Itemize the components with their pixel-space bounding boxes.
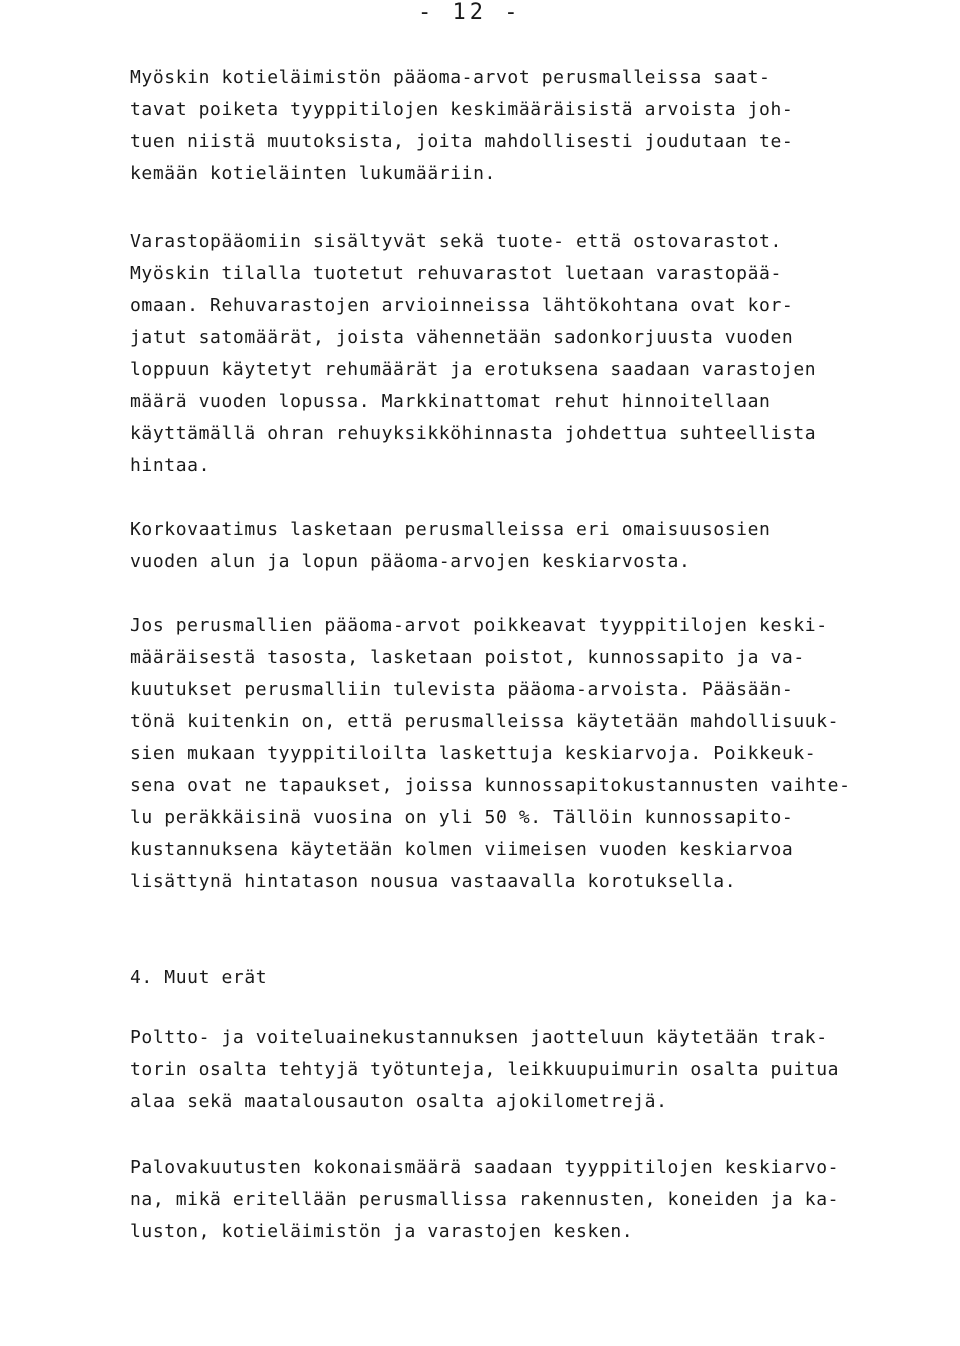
text-line: sena ovat ne tapaukset, joissa kunnossapitokustannusten vaihte- <box>130 775 851 796</box>
text-line: alaa sekä maatalousauton osalta ajokilometrejä. <box>130 1091 668 1112</box>
section-heading: 4. Muut erät <box>130 967 268 988</box>
text-line: tuen niistä muutoksista, joita mahdollisesti joudutaan te- <box>130 131 794 152</box>
text-line: luston, kotieläimistön ja varastojen kesken. <box>130 1221 634 1242</box>
text-line: hintaa. <box>130 455 211 476</box>
text-line: tavat poiketa tyyppitilojen keskimääräisistä arvoista joh- <box>130 99 794 120</box>
text-line: Varastopääomiin sisältyvät sekä tuote- että ostovarastot. <box>130 231 782 252</box>
text-line: omaan. Rehuvarastojen arvioinneissa lähtökohtana ovat kor- <box>130 295 794 316</box>
text-line: käyttämällä ohran rehuyksikköhinnasta johdettua suhteellista <box>130 423 817 444</box>
text-line: Myöskin tilalla tuotetut rehuvarastot luetaan varastopää- <box>130 263 782 284</box>
text-line: Poltto- ja voiteluainekustannuksen jaotteluun käytetään trak- <box>130 1027 828 1048</box>
text-line: vuoden alun ja lopun pääoma-arvojen keskiarvosta. <box>130 551 691 572</box>
text-line: Jos perusmallien pääoma-arvot poikkeavat tyyppitilojen keski- <box>130 615 828 636</box>
paragraph-depreciation-maintenance <box>130 610 851 898</box>
text-line: lisättynä hintatason nousua vastaavalla korotuksella. <box>130 871 737 892</box>
text-line: kuutukset perusmalliin tulevista pääoma-arvoista. Pääsään- <box>130 679 794 700</box>
text-line: määräisestä tasosta, lasketaan poistot, kunnossapito ja va- <box>130 647 805 668</box>
text-line: kemään kotieläinten lukumääriin. <box>130 163 496 184</box>
text-line: määrä vuoden lopussa. Markkinattomat rehut hinnoitellaan <box>130 391 771 412</box>
text-line: tönä kuitenkin on, että perusmalleissa käytetään mahdollisuuk- <box>130 711 840 732</box>
page-number: - 12 - <box>418 0 522 25</box>
text-line: loppuun käytetyt rehumäärät ja erotuksena saadaan varastojen <box>130 359 817 380</box>
paragraph-inventory-capital <box>130 226 816 482</box>
paragraph-fire-insurance <box>130 1152 839 1248</box>
text-line: kustannuksena käytetään kolmen viimeisen vuoden keskiarvoa <box>130 839 794 860</box>
text-line: na, mikä eritellään perusmallissa rakennusten, koneiden ja ka- <box>130 1189 840 1210</box>
text-line: sien mukaan tyyppitiloilta laskettuja keskiarvoja. Poikkeuk- <box>130 743 817 764</box>
text-line: Palovakuutusten kokonaismäärä saadaan tyyppitilojen keskiarvo- <box>130 1157 840 1178</box>
text-line: torin osalta tehtyjä työtunteja, leikkuupuimurin osalta puitua <box>130 1059 840 1080</box>
paragraph-fuel-costs <box>130 1022 839 1118</box>
paragraph-interest-requirement <box>130 514 770 578</box>
text-line: Korkovaatimus lasketaan perusmalleissa eri omaisuusosien <box>130 519 771 540</box>
paragraph-livestock-capital <box>130 62 793 190</box>
text-line: jatut satomäärät, joista vähennetään sadonkorjuusta vuoden <box>130 327 794 348</box>
text-line: lu peräkkäisinä vuosina on yli 50 %. Tällöin kunnossapito- <box>130 807 794 828</box>
text-line: Myöskin kotieläimistön pääoma-arvot perusmalleissa saat- <box>130 67 771 88</box>
